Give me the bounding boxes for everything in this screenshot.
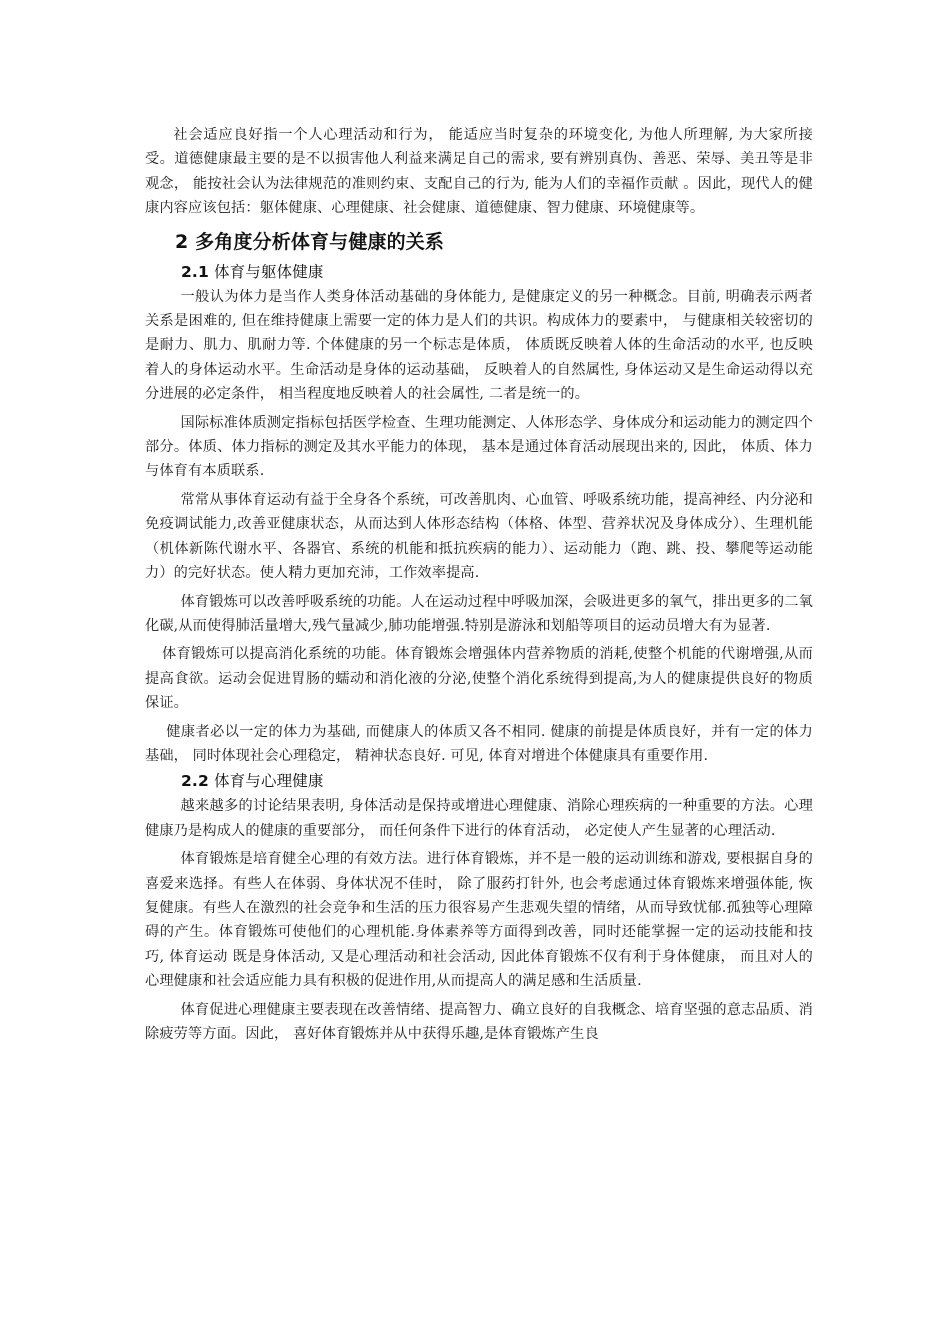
section-2-2-title: 体育与心理健康: [214, 772, 324, 791]
section-2-1-paragraph-3: 常常从事体育运动有益于全身各个系统，可改善肌肉、心血管、呼吸系统功能，提高神经、内分泌和免疫调试能力,改善亚健康状态，从而达到人体形态结构（体格、体型、营养状况及身体成分）、生理机能（机体新陈代谢水平、各器官、系统的机能和抵抗疾病的能力）、运动能力（跑、跳、投、攀爬等运动能力）的完好状态。使人精力更加充沛，工作效率提高.: [145, 491, 813, 582]
section-2-2-number: 2.2: [181, 772, 209, 791]
section-2-heading: 2 多角度分析体育与健康的关系: [175, 230, 445, 253]
section-2-1-number: 2.1: [181, 262, 209, 281]
section-2-1-paragraph-6: 健康者必以一定的体力为基础, 而健康人的体质又各不相同. 健康的前提是体质良好，并有一定的体力基础， 同时体现社会心理稳定， 精神状态良好. 可见, 体育对增进个体健康具有重要作用.: [145, 723, 813, 764]
section-2-2-paragraph-3: 体育促进心理健康主要表现在改善情绪、提高智力、确立良好的自我概念、培育坚强的意志品质、消除疲劳等方面。因此， 喜好体育锻炼并从中获得乐趣,是体育锻炼产生良: [145, 1001, 813, 1042]
document-body: [145, 123, 813, 1046]
section-2-1-paragraph-4: 体育锻炼可以改善呼吸系统的功能。人在运动过程中呼吸加深，会吸进更多的氧气，排出更多的二氧化碳,从而使得肺活量增大,残气量减少,肺功能增强.特别是游泳和划船等项目的运动员增大有为显著.: [145, 593, 813, 634]
section-2-1-paragraph-5: 体育锻炼可以提高消化系统的功能。体育锻炼会增强体内营养物质的消耗,使整个机能的代谢增强,从而提高食欲。运动会促进胃肠的蠕动和消化液的分泌,使整个消化系统得到提高,为人的健康提供良好的物质保证。: [145, 646, 813, 712]
section-2-1-heading: [181, 259, 813, 285]
intro-paragraph: 社会适应良好指一个人心理活动和行为， 能适应当时复杂的环境变化, 为他人所理解, 为大家所接受。道德健康最主要的是不以损害他人利益来满足自己的需求, 要有辨别真伪、善恶、荣辱、美丑等是非观念， 能按社会认为法律规范的准则约束、支配自己的行为, 能为人们的幸福作贡献 。因此，现代人的健康内容应该包括：躯体健康、心理健康、社会健康、道德健康、智力健康、环境健康等。: [145, 127, 813, 217]
section-2-1-paragraph-1: 一般认为体力是当作人类身体活动基础的身体能力, 是健康定义的另一种概念。目前, 明确表示两者关系是困难的, 但在维持健康上需要一定的体力是人们的共识。构成体力的要素中， 与健康相关较密切的是耐力、肌力、肌耐力等. 个体健康的另一个标志是体质， 体质既反映着人体的生命活动的水平, 也反映着人的身体运动水平。生命活动是身体的运动基础， 反映着人的自然属性, 身体运动又是生命运动得以充分进展的必定条件， 相当程度地反映着人的社会属性, 二者是统一的。: [145, 288, 813, 403]
section-2-1-title: 体育与躯体健康: [214, 262, 324, 281]
section-2-1-paragraph-2: 国际标准体质测定指标包括医学检查、生理功能测定、人体形态学、身体成分和运动能力的测定四个部分。体质、体力指标的测定及其水平能力的体现， 基本是通过体育活动展现出来的, 因此， 体质、体力与体育有本质联系.: [145, 414, 813, 480]
section-2-2-heading: [181, 768, 813, 794]
section-2-2-paragraph-1: 越来越多的讨论结果表明, 身体活动是保持或增进心理健康、消除心理疾病的一种重要的方法。心理健康乃是构成人的健康的重要部分， 而任何条件下进行的体育活动， 必定使人产生显著的心理活动.: [145, 798, 813, 839]
section-2-2-paragraph-2: 体育锻炼是培育健全心理的有效方法。进行体育锻炼，并不是一般的运动训练和游戏, 要根据自身的喜爱来选择。有些人在体弱、身体状况不佳时， 除了服药打针外, 也会考虑通过体育锻炼来增强体能, 恢复健康。有些人在激烈的社会竞争和生活的压力很容易产生悲观失望的情绪，从而导致忧郁.孤独等心理障碍的产生。体育锻炼可使他们的心理机能.身体素养等方面得到改善，同时还能掌握一定的运动技能和技巧, 体育运动 既是身体活动, 又是心理活动和社会活动, 因此体育锻炼不仅有利于身体健康， 而且对人的心理健康和社会适应能力具有积极的促进作用,从而提高人的满足感和生活质量.: [145, 851, 813, 990]
